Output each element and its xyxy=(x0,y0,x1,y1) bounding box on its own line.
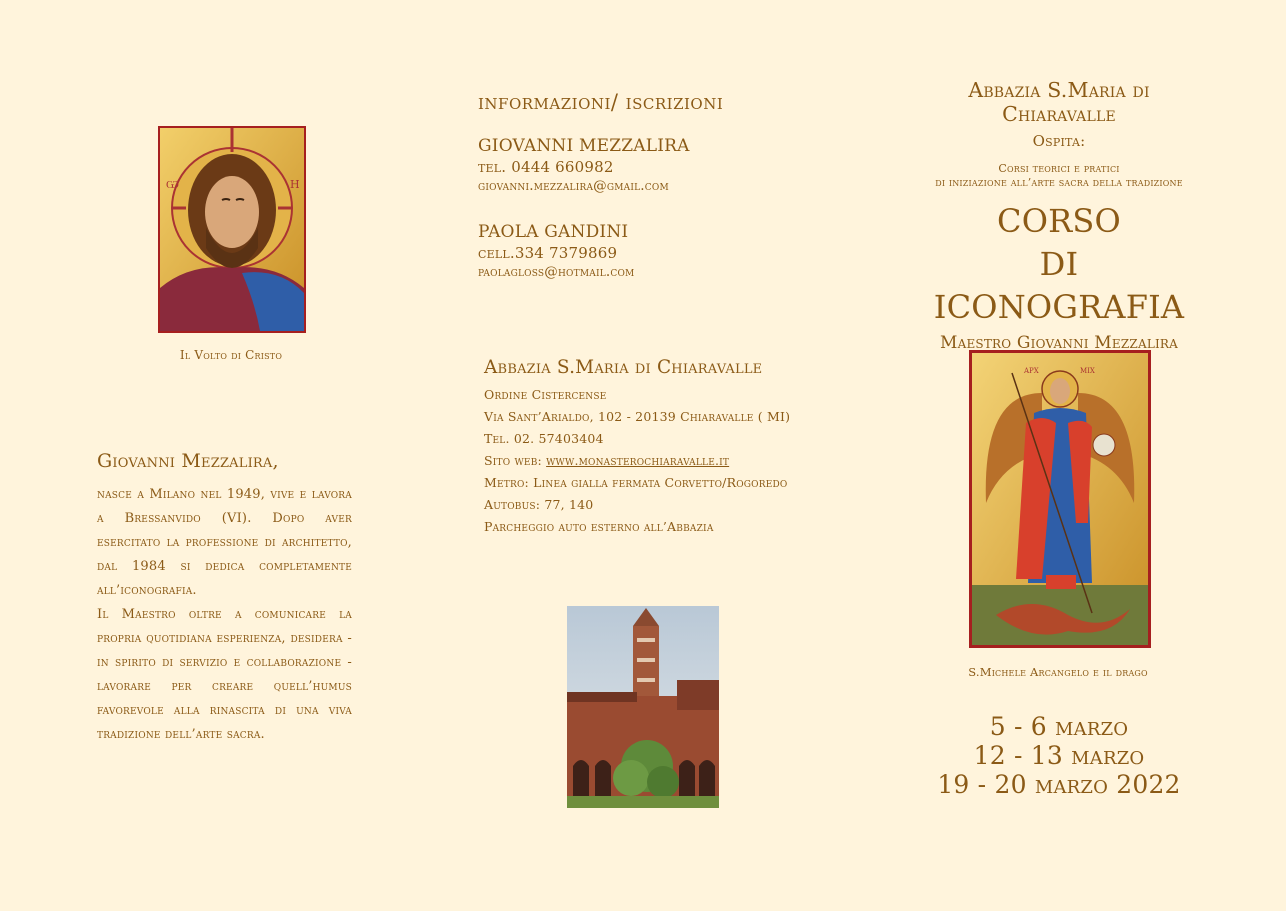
website-link[interactable]: www.monasterochiaravalle.it xyxy=(546,453,730,468)
abbey-phone: Tel. 02. 57403404 xyxy=(484,431,604,446)
bio-name: Giovanni Mezzalira, xyxy=(97,450,279,472)
contact-email[interactable]: paolagloss@hotmail.com xyxy=(478,264,635,280)
contact-block xyxy=(478,136,690,194)
contact-name: PAOLA GANDINI xyxy=(478,222,629,242)
date-line: 5 - 6 marzo xyxy=(989,712,1129,741)
svg-text:Н: Н xyxy=(290,178,300,191)
icon-christ-image xyxy=(158,126,306,333)
contact-email[interactable]: giovanni.mezzalira@gmail.com xyxy=(478,178,669,194)
christ-icon-caption: Il Volto di Cristo xyxy=(179,348,283,362)
bio-paragraph: nasce a Milano nel 1949, vive e lavora a Bressanvido (VI). Dopo aver esercitato la professione di architetto, dal 1984 si dedica completamente all’iconografia. xyxy=(97,487,352,598)
contact-phone: cell.334 7379869 xyxy=(478,244,618,262)
course-title-line: CORSO xyxy=(997,202,1121,240)
abbey-title: Abbazia S.Maria di Chiaravalle xyxy=(484,357,763,378)
course-title-line: DI ICONOGRAFIA xyxy=(933,245,1185,326)
contact-phone: tel. 0444 660982 xyxy=(478,158,614,176)
info-title: informazioni/ iscrizioni xyxy=(478,90,724,114)
svg-text:ΑΡΧ: ΑΡΧ xyxy=(1024,367,1039,375)
archangel-icon-caption: S.Michele Arcangelo e il drago xyxy=(968,665,1148,679)
abbey-parking: Parcheggio auto esterno all’Abbazia xyxy=(484,519,714,534)
host-title xyxy=(918,78,1200,126)
abbey-website-row xyxy=(484,450,790,472)
abbey-photo xyxy=(567,606,719,808)
date-line: 12 - 13 marzo xyxy=(973,741,1145,770)
contact-block xyxy=(478,222,634,280)
courses-description xyxy=(918,162,1200,190)
abbey-address: Via Sant’Arialdo, 102 - 20139 Chiaravalle ( MI) xyxy=(484,409,791,424)
abbey-metro: Metro: Linea gialla fermata Corvetto/Rogoredo xyxy=(484,475,788,490)
course-title xyxy=(918,200,1200,329)
svg-text:Ѡ: Ѡ xyxy=(166,178,179,191)
date-line: 19 - 20 marzo 2022 xyxy=(937,770,1181,799)
abbey-bus: Autobus: 77, 140 xyxy=(484,497,594,512)
abbey-order: Ordine Cistercense xyxy=(484,387,607,402)
host-title-line: Abbazia S.Maria di xyxy=(968,78,1150,102)
host-title-line: Chiaravalle xyxy=(1002,102,1116,126)
courses-line: di iniziazione all’arte sacra della tradizione xyxy=(935,176,1183,189)
teacher-name: Maestro Giovanni Mezzalira xyxy=(939,333,1179,353)
course-header xyxy=(918,78,1200,353)
icon-archangel-image xyxy=(969,350,1151,648)
bio-text xyxy=(97,483,352,747)
bio-paragraph: Il Maestro oltre a comunicare la propria quotidiana esperienza, desidera - in spirito di servizio e collaborazione - lavorare per creare quell’humus favorevole alla rinascita di una viva tradizione dell’arte sacra. xyxy=(97,607,352,742)
courses-line: Corsi teorici e pratici xyxy=(998,162,1120,175)
abbey-details xyxy=(484,384,790,538)
course-dates xyxy=(918,712,1200,799)
website-label: Sito web: xyxy=(484,453,547,468)
host-label: Ospita: xyxy=(1032,132,1086,150)
contact-name: GIOVANNI MEZZALIRA xyxy=(478,136,690,156)
svg-text:ΜΙΧ: ΜΙΧ xyxy=(1080,367,1095,375)
